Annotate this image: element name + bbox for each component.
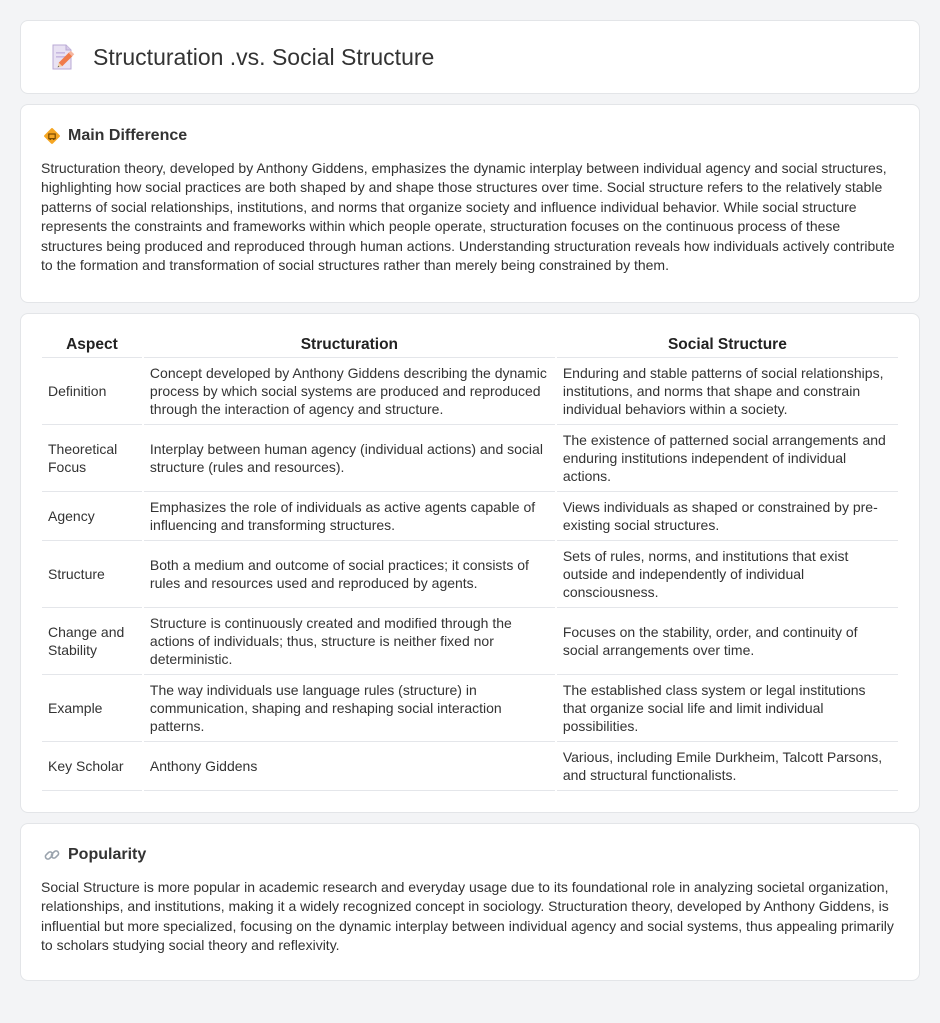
main-difference-section bbox=[20, 104, 920, 303]
header-aspect: Aspect bbox=[42, 332, 142, 358]
cell-aspect: Agency bbox=[42, 492, 142, 541]
cell-aspect: Theoretical Focus bbox=[42, 425, 142, 492]
table-row bbox=[42, 608, 898, 675]
cell-social-structure: The established class system or legal institutions that organize social life and limit individual possibilities. bbox=[557, 675, 898, 742]
cell-social-structure: Enduring and stable patterns of social relationships, institutions, and norms that shape and constrain individual behaviors within a society. bbox=[557, 358, 898, 425]
table-row bbox=[42, 541, 898, 608]
cell-social-structure: Sets of rules, norms, and institutions that exist outside and independently of individual consciousness. bbox=[557, 541, 898, 608]
cell-structuration: Interplay between human agency (individual actions) and social structure (rules and resources). bbox=[144, 425, 555, 492]
cell-structuration: Emphasizes the role of individuals as active agents capable of influencing and transforming structures. bbox=[144, 492, 555, 541]
popularity-title: Popularity bbox=[68, 846, 147, 863]
table-row bbox=[42, 425, 898, 492]
header-social-structure: Social Structure bbox=[557, 332, 898, 358]
comparison-table-card bbox=[20, 313, 920, 813]
cell-social-structure: Views individuals as shaped or constrained by pre-existing social structures. bbox=[557, 492, 898, 541]
table-row bbox=[42, 492, 898, 541]
header-structuration: Structuration bbox=[144, 332, 555, 358]
popularity-text: Social Structure is more popular in academic research and everyday usage due to its foundational role in analyzing societal organization, relationships, and institutions, making it a widely recognized concept in sociology. Structuration theory, developed by Anthony Giddens, is influential but more specialized, focusing on the dynamic interplay between individual agency and social systems, thus appealing primarily to scholars studying social theory and reflexivity. bbox=[41, 879, 894, 954]
cell-structuration: Both a medium and outcome of social practices; it consists of rules and resources used and reproduced by agents. bbox=[144, 541, 555, 608]
main-difference-title: Main Difference bbox=[68, 127, 188, 144]
cell-aspect: Change and Stability bbox=[42, 608, 142, 675]
cell-aspect: Definition bbox=[42, 358, 142, 425]
cell-structuration: The way individuals use language rules (structure) in communication, shaping and reshaping social interaction patterns. bbox=[144, 675, 555, 742]
popularity-heading bbox=[43, 846, 899, 864]
cell-aspect: Example bbox=[42, 675, 142, 742]
cell-aspect: Structure bbox=[42, 541, 142, 608]
table-row bbox=[42, 358, 898, 425]
cell-social-structure: Focuses on the stability, order, and continuity of social arrangements over time. bbox=[557, 608, 898, 675]
cell-social-structure: The existence of patterned social arrangements and enduring institutions independent of individual actions. bbox=[557, 425, 898, 492]
cell-structuration: Anthony Giddens bbox=[144, 742, 555, 791]
cell-social-structure: Various, including Emile Durkheim, Talcott Parsons, and structural functionalists. bbox=[557, 742, 898, 791]
table-row bbox=[42, 675, 898, 742]
cell-structuration: Structure is continuously created and modified through the actions of individuals; thus, structure is neither fixed nor deterministic. bbox=[144, 608, 555, 675]
header-card bbox=[20, 20, 920, 94]
link-icon bbox=[43, 846, 61, 864]
cell-structuration: Concept developed by Anthony Giddens describing the dynamic process by which social systems are produced and reproduced through the interaction of agency and structure. bbox=[144, 358, 555, 425]
diamond-sign-icon bbox=[43, 127, 61, 145]
page-title: Structuration .vs. Social Structure bbox=[93, 43, 435, 70]
comparison-table bbox=[40, 332, 900, 791]
cell-aspect: Key Scholar bbox=[42, 742, 142, 791]
document-pencil-icon bbox=[47, 42, 77, 72]
popularity-section bbox=[20, 823, 920, 981]
main-difference-heading bbox=[43, 127, 899, 145]
table-header-row bbox=[42, 332, 898, 358]
table-row bbox=[42, 742, 898, 791]
main-difference-text: Structuration theory, developed by Anthony Giddens, emphasizes the dynamic interplay between individual agency and social structures, highlighting how social practices are both shaped by and shape those structures over time. Social structure refers to the relatively stable patterns of social relationships, institutions, and norms that organize society and influence individual behavior. While social structure represents the constraints and frameworks within which people operate, structuration focuses on the continuous process of these structures being produced and reproduced through human actions. Understanding structuration reveals how individuals actively contribute to the formation and transformation of social structures rather than merely being constrained by them. bbox=[41, 160, 895, 274]
